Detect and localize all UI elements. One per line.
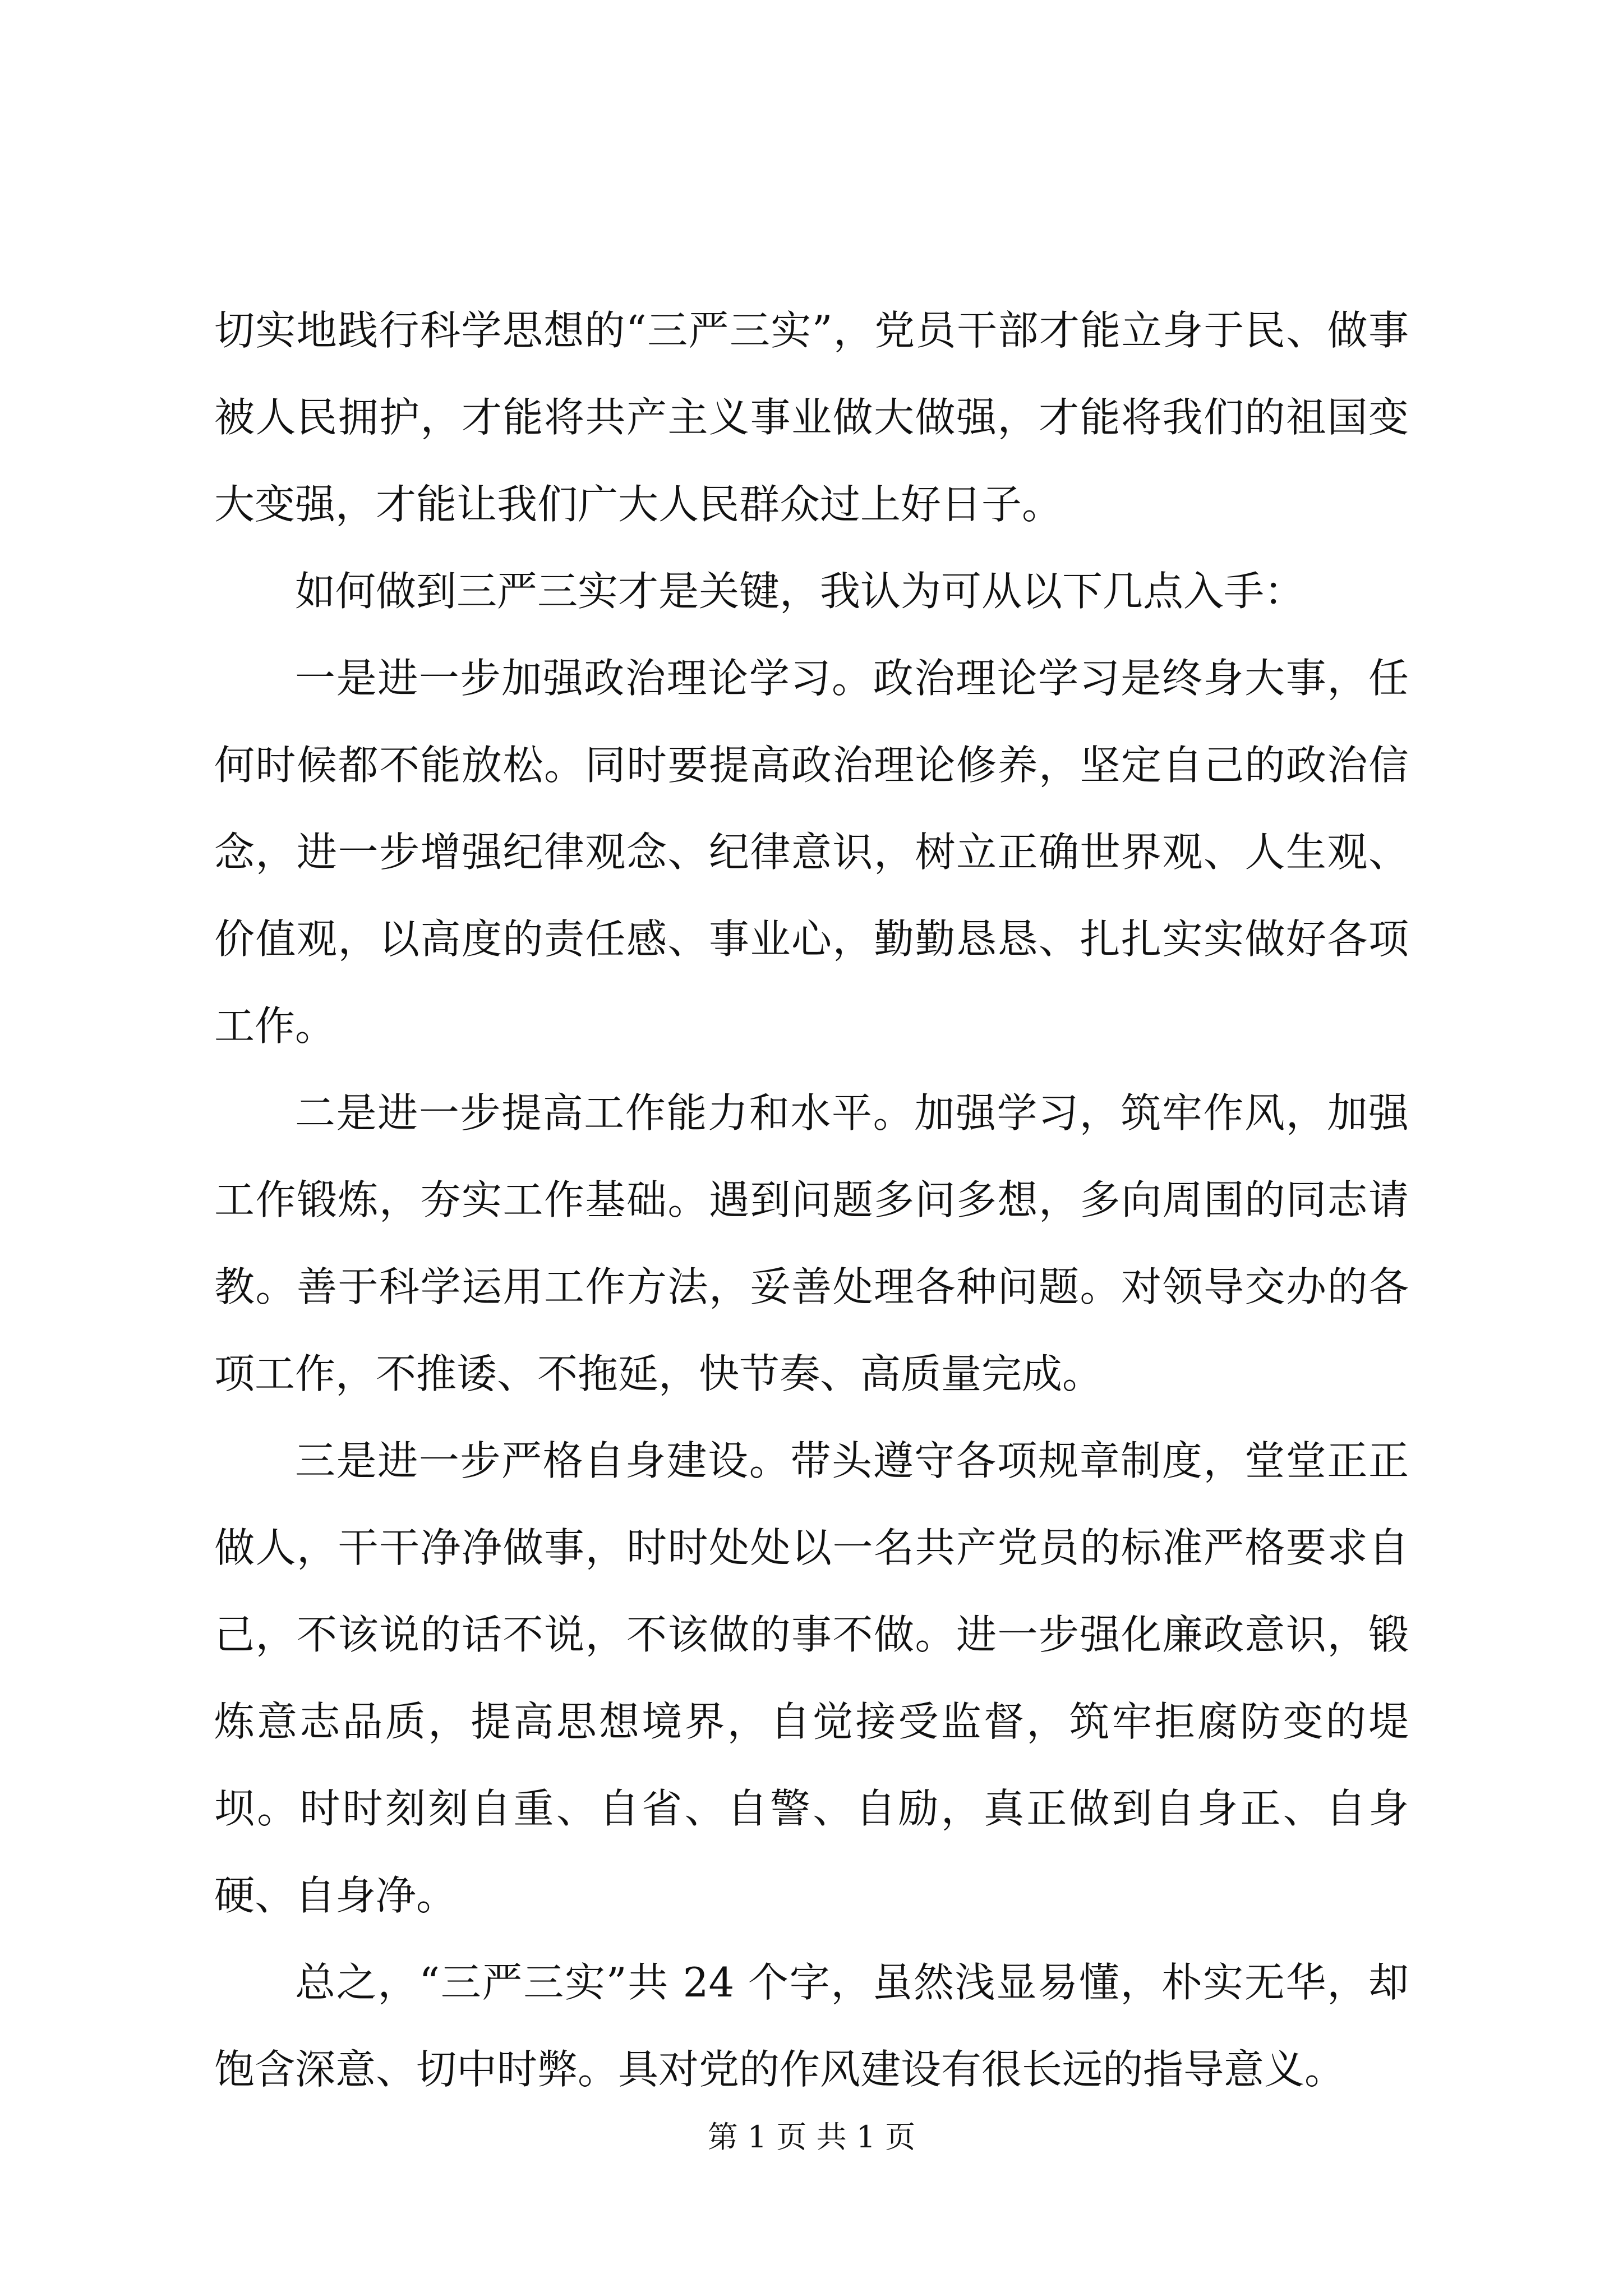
paragraph-5: 三是进一步严格自身建设。带头遵守各项规章制度，堂堂正正做人，干干净净做事，时时处处以一名共产党员的标准严格要求自己，不该说的话不说，不该做的事不做。进一步强化廉政意识，锻炼意志品质，提高思想境界，自觉接受监督，筑牢拒腐防变的堤坝。时时刻刻自重、自省、自警、自励，真正做到自身正、自身硬、自身净。 [214, 1437, 1409, 1919]
paragraph-6: 总之，“三严三实”共 24 个字，虽然浅显易懂，朴实无华，却饱含深意、切中时弊。具对党的作风建设有很长远的指导意义。 [214, 1959, 1409, 2093]
paragraph-1: 切实地践行科学思想的“三严三实”，党员干部才能立身于民、做事被人民拥护，才能将共产主义事业做大做强，才能将我们的祖国变大变强，才能让我们广大人民群众过上好日子。 [214, 307, 1409, 528]
paragraph-2: 如何做到三严三实才是关键，我认为可从以下几点入手： [295, 568, 1305, 615]
paragraph-3: 一是进一步加强政治理论学习。政治理论学习是终身大事，任何时候都不能放松。同时要提高政治理论修养，坚定自己的政治信念，进一步增强纪律观念、纪律意识，树立正确世界观、人生观、价值观，以高度的责任感、事业心，勤勤恳恳、扎扎实实做好各项工作。 [214, 655, 1409, 1050]
paragraph-4: 二是进一步提高工作能力和水平。加强学习，筑牢作风，加强工作锻炼，夯实工作基础。遇到问题多问多想，多向周围的同志请教。善于科学运用工作方法，妥善处理各种问题。对领导交办的各项工作，不推诿、不拖延，快节奏、高质量完成。 [214, 1089, 1409, 1397]
body-text [214, 287, 1409, 2113]
page-footer: 第 1 页 共 1 页 [707, 2119, 916, 2155]
